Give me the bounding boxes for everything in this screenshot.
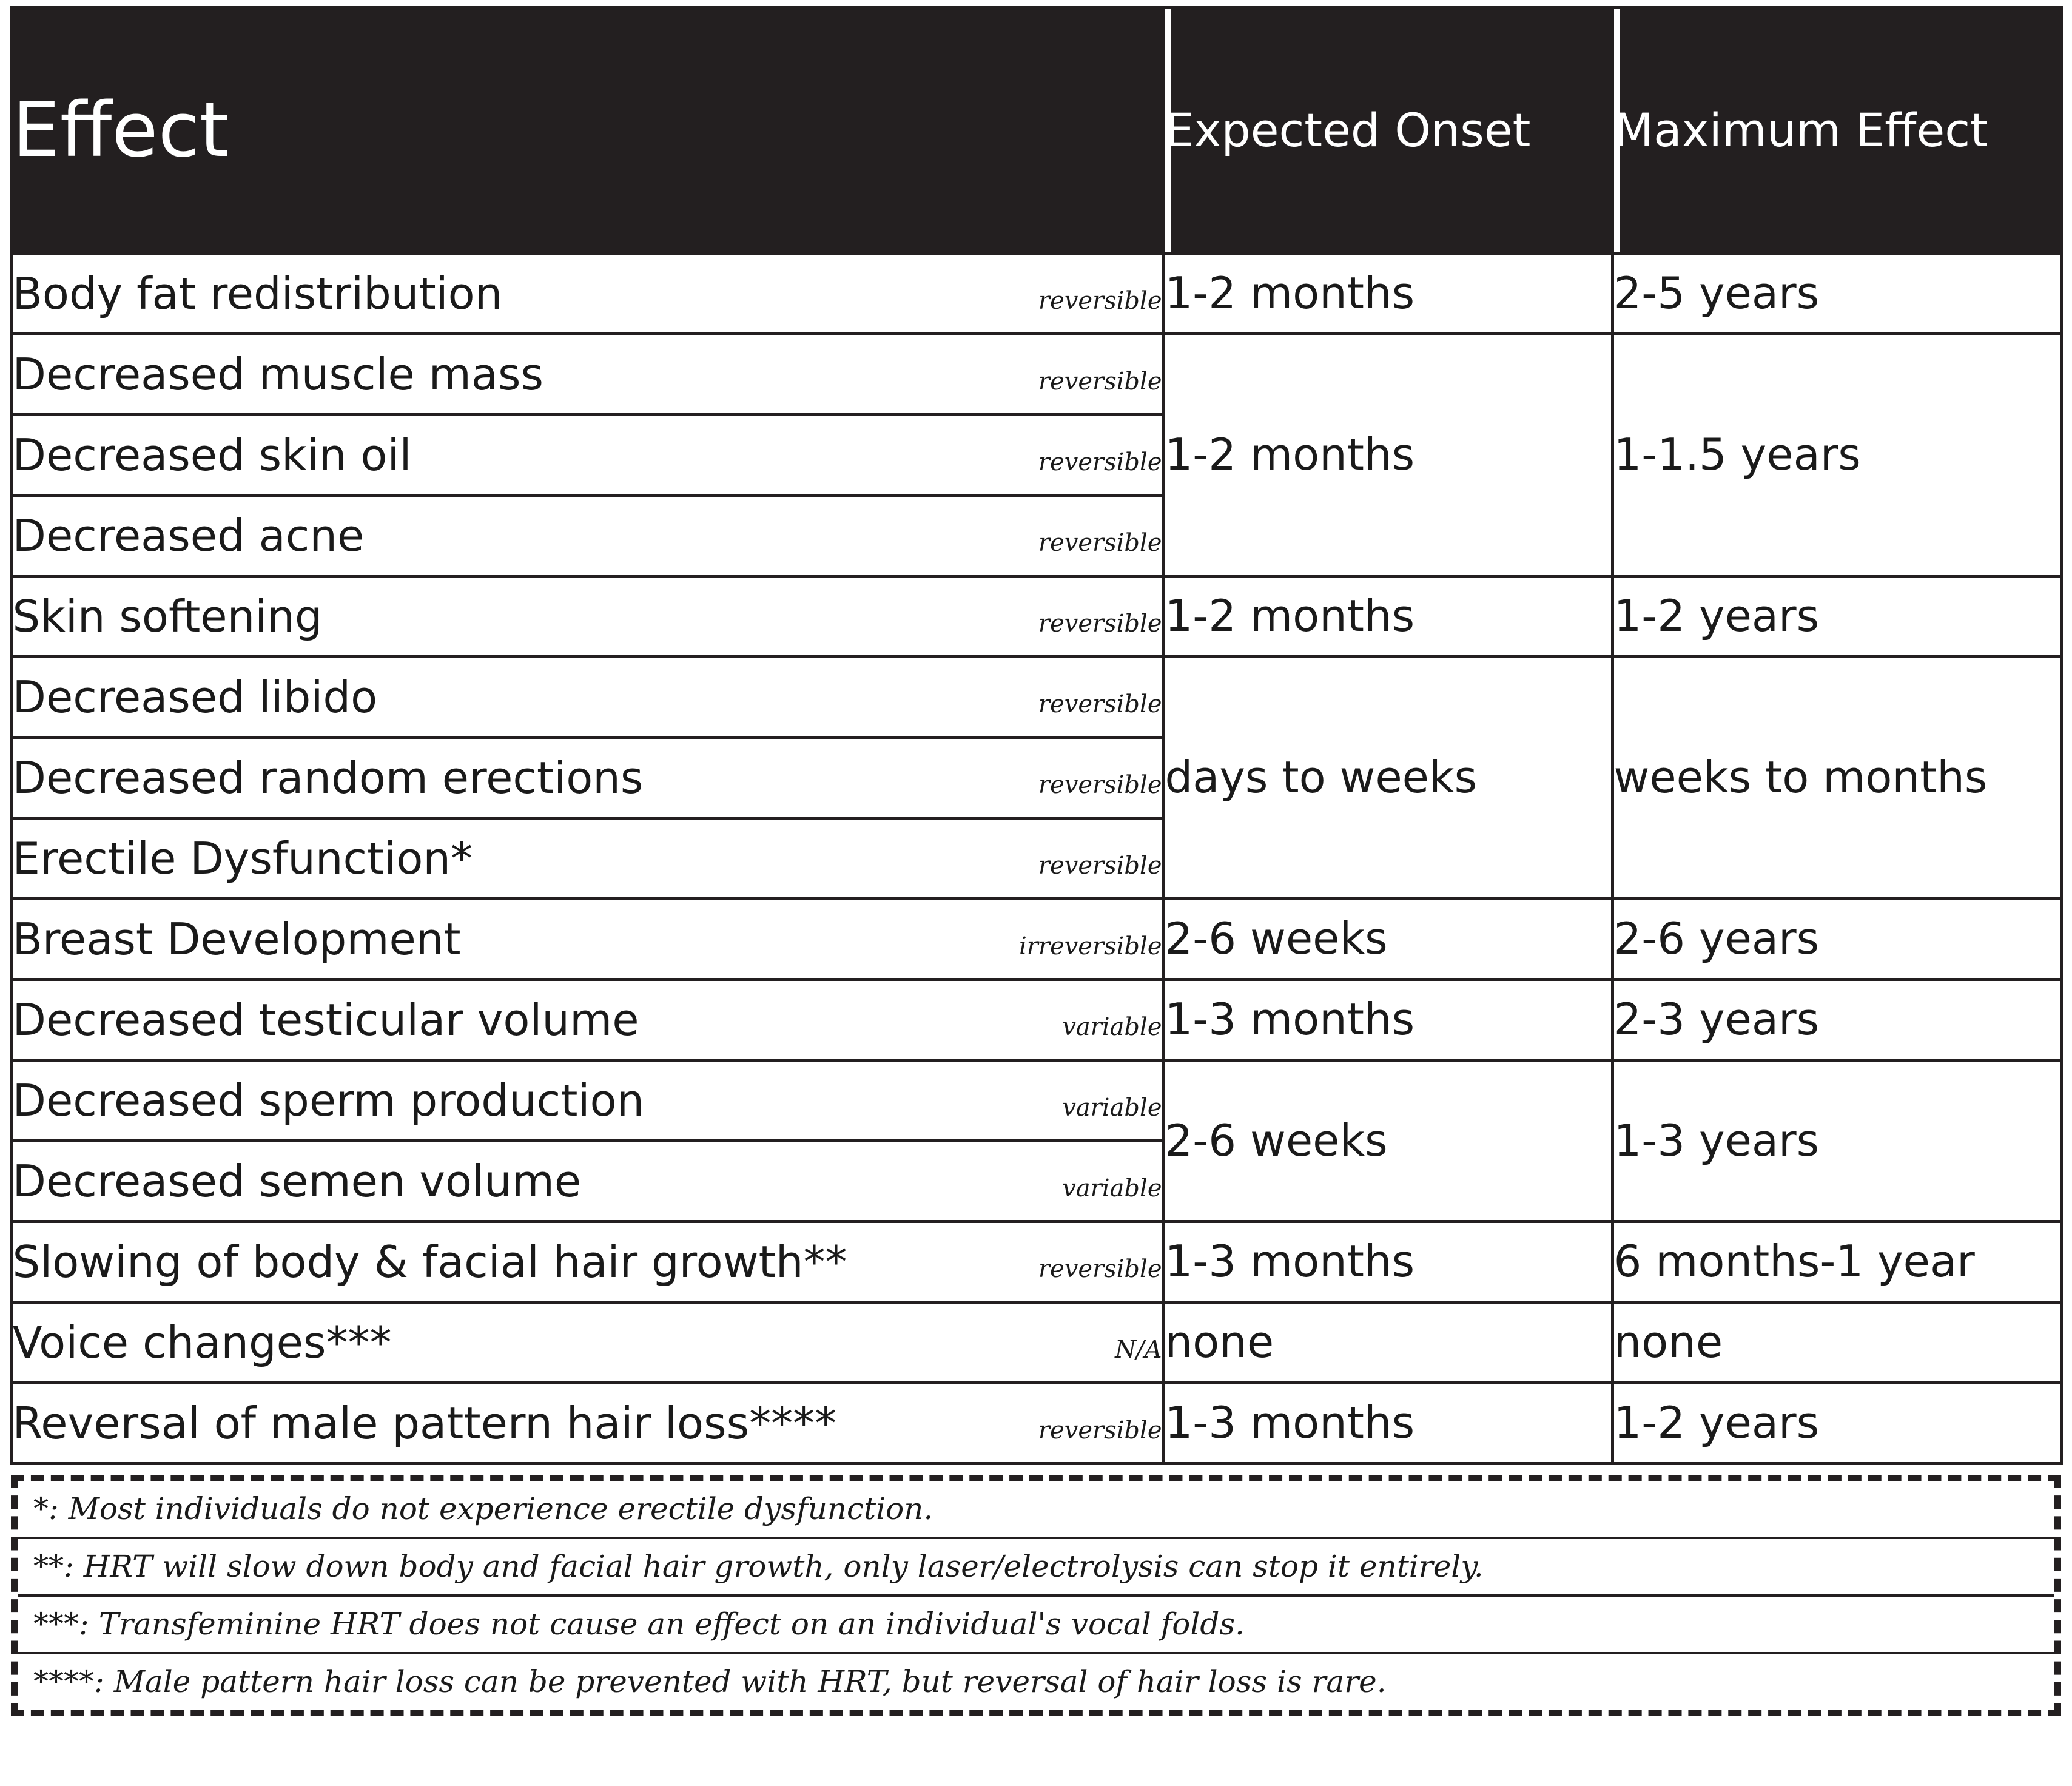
table-header [11, 8, 2061, 254]
onset-cell: 1-2 months [1163, 334, 1612, 576]
hrt-effects-sheet [0, 6, 2072, 1786]
footnote-3: ***: Transfeminine HRT does not cause an effect on an individual's vocal folds. [18, 1597, 2054, 1654]
max-effect-cell: 1-2 years [1612, 576, 2061, 657]
effect-cell [11, 496, 1163, 576]
effect-name: Decreased acne [12, 510, 365, 561]
reversibility-label: reversible [1038, 771, 1162, 799]
reversibility-label: variable [1062, 1013, 1162, 1041]
effect-cell [11, 415, 1163, 496]
onset-cell: 1-3 months [1163, 980, 1612, 1060]
max-effect-cell: 2-3 years [1612, 980, 2061, 1060]
max-effect-cell: 1-1.5 years [1612, 334, 2061, 576]
effect-cell [11, 1302, 1163, 1383]
onset-cell: days to weeks [1163, 657, 1612, 899]
effect-cell [11, 576, 1163, 657]
effect-name: Decreased semen volume [12, 1156, 582, 1207]
effect-name: Decreased libido [12, 672, 378, 723]
effect-name: Decreased muscle mass [12, 349, 543, 400]
onset-cell: 1-3 months [1163, 1383, 1612, 1464]
effect-name: Decreased testicular volume [12, 994, 639, 1045]
reversibility-label: reversible [1038, 448, 1162, 476]
header-row [11, 8, 2061, 254]
reversibility-label: reversible [1038, 1417, 1162, 1444]
effect-cell [11, 334, 1163, 415]
effect-name: Skin softening [12, 591, 323, 642]
footnote-4: ****: Male pattern hair loss can be prevented with HRT, but reversal of hair loss is rare. [33, 1664, 1387, 1699]
table-row [11, 1060, 2061, 1141]
reversibility-label: reversible [1038, 368, 1162, 396]
table-row [11, 1383, 2061, 1464]
table-row [11, 899, 2061, 980]
reversibility-label: reversible [1038, 852, 1162, 880]
table-row [11, 334, 2061, 415]
effect-name: Decreased sperm production [12, 1075, 645, 1126]
table-row [11, 1222, 2061, 1302]
footnotes-box [11, 1475, 2061, 1716]
max-effect-cell: 2-5 years [1612, 254, 2061, 334]
table-row [11, 980, 2061, 1060]
effect-cell [11, 980, 1163, 1060]
footnote-1: *: Most individuals do not experience erectile dysfunction. [18, 1481, 2054, 1539]
reversibility-label: variable [1062, 1094, 1162, 1122]
effect-cell [11, 1383, 1163, 1464]
effect-cell [11, 1141, 1163, 1222]
table-row [11, 1302, 2061, 1383]
reversibility-label: N/A [1115, 1336, 1162, 1364]
effect-name: Voice changes*** [12, 1317, 392, 1368]
max-effect-cell: 2-6 years [1612, 899, 2061, 980]
onset-cell: none [1163, 1302, 1612, 1383]
effect-cell [11, 738, 1163, 818]
max-effect-cell: weeks to months [1612, 657, 2061, 899]
effect-name: Breast Development [12, 914, 461, 965]
table-row [11, 576, 2061, 657]
effect-cell [11, 254, 1163, 334]
effect-cell [11, 657, 1163, 738]
effect-name: Body fat redistribution [12, 268, 503, 319]
column-header-expected-onset: Expected Onset [1163, 8, 1612, 254]
column-header-effect: Effect [11, 8, 1163, 254]
effect-name: Decreased skin oil [12, 430, 412, 480]
onset-cell: 1-2 months [1163, 576, 1612, 657]
max-effect-cell: 6 months-1 year [1612, 1222, 2061, 1302]
max-effect-cell: 1-2 years [1612, 1383, 2061, 1464]
reversibility-label: reversible [1038, 287, 1162, 315]
onset-cell: 1-3 months [1163, 1222, 1612, 1302]
reversibility-label: reversible [1038, 1255, 1162, 1283]
table-row [11, 254, 2061, 334]
effect-name: Decreased random erections [12, 752, 644, 803]
reversibility-label: reversible [1038, 529, 1162, 557]
onset-cell: 2-6 weeks [1163, 899, 1612, 980]
max-effect-cell: 1-3 years [1612, 1060, 2061, 1222]
max-effect-cell: none [1612, 1302, 2061, 1383]
effect-cell [11, 1222, 1163, 1302]
onset-cell: 1-2 months [1163, 254, 1612, 334]
column-header-maximum-effect: Maximum Effect [1612, 8, 2061, 254]
onset-cell: 2-6 weeks [1163, 1060, 1612, 1222]
effect-name: Erectile Dysfunction* [12, 833, 473, 884]
hrt-effects-table [10, 6, 2063, 1465]
effect-cell [11, 1060, 1163, 1141]
table-row [11, 657, 2061, 738]
reversibility-label: reversible [1038, 610, 1162, 638]
reversibility-label: irreversible [1019, 932, 1162, 960]
reversibility-label: variable [1062, 1174, 1162, 1202]
effect-cell [11, 818, 1163, 899]
footnote-2: **: HRT will slow down body and facial hair growth, only laser/electrolysis can stop it entirely. [18, 1539, 2054, 1597]
reversibility-label: reversible [1038, 690, 1162, 718]
effect-cell [11, 899, 1163, 980]
table-body [11, 254, 2061, 1464]
effect-name: Reversal of male pattern hair loss**** [12, 1398, 837, 1449]
effect-name: Slowing of body & facial hair growth** [12, 1236, 847, 1287]
